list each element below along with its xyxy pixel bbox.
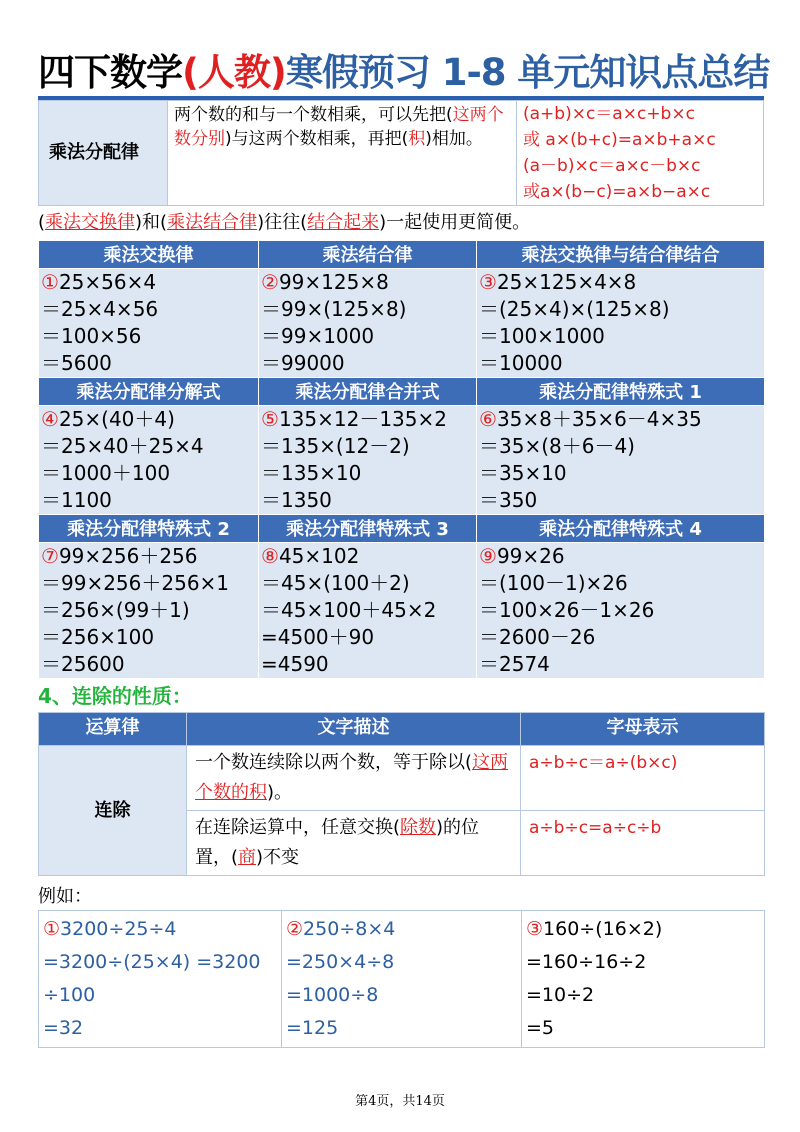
rule-name: 连除 xyxy=(39,746,187,876)
table-header: 文字描述 xyxy=(187,713,521,746)
grid-header: 乘法分配律特殊式 4 xyxy=(477,515,765,543)
calc-line: ＝10000 xyxy=(479,351,563,375)
formula-line: (a+b)×c＝a×c+b×c xyxy=(523,104,695,124)
grid-cell xyxy=(477,543,765,679)
calc-line: ＝5600 xyxy=(41,351,112,375)
formula-line: 或a×(b−c)=a×b−a×c xyxy=(523,182,711,202)
calc-line: 3200÷25÷4 xyxy=(60,918,177,940)
calc-line: ＝1350 xyxy=(261,488,332,512)
desc-text: )的位置，( xyxy=(195,817,480,868)
calc-line: ＝2600－26 xyxy=(479,625,596,649)
division-example xyxy=(282,911,522,1048)
formula-line: (a－b)×c＝a×c－b×c xyxy=(523,156,701,176)
title-part3-text: 寒假预习 1-8 单元知识点总结 xyxy=(285,51,770,94)
example-number: ⑤ xyxy=(261,407,279,431)
grid-cell xyxy=(259,269,477,378)
grid-cell xyxy=(259,406,477,515)
calc-line: ＝350 xyxy=(479,488,538,512)
grid-header: 乘法分配律特殊式 3 xyxy=(259,515,477,543)
examples-grid xyxy=(38,240,765,679)
rule-description xyxy=(187,746,521,811)
calc-line: 99×256＋256 xyxy=(58,544,198,568)
rule-formula: a÷b÷c＝a÷(b×c) xyxy=(521,746,765,811)
calc-line: ＝2574 xyxy=(479,652,550,676)
desc-text-2: )与这两个数相乘，再把( xyxy=(225,129,409,149)
calc-line: ＝35×10 xyxy=(479,461,567,485)
table-header: 字母表示 xyxy=(521,713,765,746)
note-text: )往往( xyxy=(257,212,308,233)
calc-line: ＝99000 xyxy=(261,351,345,375)
desc-text: )不变 xyxy=(256,847,300,868)
grid-cell xyxy=(477,269,765,378)
calc-line: ＝99×(125×8) xyxy=(261,297,407,321)
note-red: 乘法结合律 xyxy=(167,212,258,233)
example-number: ⑧ xyxy=(261,544,279,568)
division-example xyxy=(39,911,282,1048)
calc-line: =4500＋90 xyxy=(261,625,375,649)
note-red: 结合起来 xyxy=(307,212,380,233)
calc-line: ＝100×56 xyxy=(41,324,142,348)
calc-line: =160÷16÷2 xyxy=(526,951,647,973)
grid-header: 乘法分配律特殊式 2 xyxy=(39,515,259,543)
rule-formula: a÷b÷c=a÷c÷b xyxy=(521,811,765,876)
calc-line: ＝45×100＋45×2 xyxy=(261,598,437,622)
calc-line: =3200÷(25×4) =3200 xyxy=(43,951,261,973)
grid-header: 乘法交换律与结合律结合 xyxy=(477,241,765,269)
example-number: ② xyxy=(286,918,304,940)
combination-note xyxy=(38,208,530,234)
calc-line: ＝99×256＋256×1 xyxy=(41,571,230,595)
distributive-law-description xyxy=(168,101,517,206)
calc-line: ＝256×100 xyxy=(41,625,155,649)
calc-line: ＝256×(99＋1) xyxy=(41,598,190,622)
calc-line: =4590 xyxy=(261,652,329,676)
example-number: ③ xyxy=(479,270,497,294)
desc-text: 一个数连续除以两个数，等于除以( xyxy=(195,752,473,773)
note-red: 乘法交换律 xyxy=(45,212,136,233)
grid-cell xyxy=(477,406,765,515)
desc-text: )。 xyxy=(267,782,293,803)
grid-header: 乘法分配律特殊式 1 xyxy=(477,378,765,406)
page-footer: 第4页，共14页 xyxy=(355,1094,445,1109)
calc-line: ＝135×10 xyxy=(261,461,362,485)
grid-cell xyxy=(259,543,477,679)
calc-line: 45×102 xyxy=(278,544,360,568)
title-part2: (人教) xyxy=(182,51,286,94)
calc-line: 250÷8×4 xyxy=(303,918,396,940)
calc-line: 99×26 xyxy=(496,544,565,568)
table-header: 运算律 xyxy=(39,713,187,746)
page-title xyxy=(38,42,770,94)
desc-red: 这两个数的积 xyxy=(195,752,509,803)
note-text: ( xyxy=(38,212,46,233)
grid-cell xyxy=(39,269,259,378)
continuous-division-table xyxy=(38,712,765,876)
calc-line: =1000÷8 xyxy=(286,984,379,1006)
calc-line: ＝99×1000 xyxy=(261,324,375,348)
example-number: ③ xyxy=(526,918,544,940)
calc-line: ÷100 xyxy=(43,984,96,1006)
calc-line: ＝25600 xyxy=(41,652,125,676)
division-example xyxy=(522,911,765,1048)
calc-line: ＝35×(8＋6－4) xyxy=(479,434,635,458)
note-text: )一起使用更简便。 xyxy=(379,212,531,233)
calc-line: =32 xyxy=(43,1017,84,1039)
example-number: ① xyxy=(41,270,59,294)
desc-text-3: )相加。 xyxy=(425,129,483,149)
calc-line: ＝135×(12－2) xyxy=(261,434,410,458)
distributive-law-table xyxy=(38,100,764,206)
grid-header: 乘法分配律分解式 xyxy=(39,378,259,406)
grid-header: 乘法分配律合并式 xyxy=(259,378,477,406)
example-number: ④ xyxy=(41,407,59,431)
rule-description xyxy=(187,811,521,876)
example-number: ⑥ xyxy=(479,407,497,431)
distributive-law-name: 乘法分配律 xyxy=(39,101,168,206)
calc-line: ＝100×1000 xyxy=(479,324,605,348)
calc-line: 25×56×4 xyxy=(58,270,157,294)
example-label: 例如： xyxy=(38,886,92,907)
calc-line: ＝100×26－1×26 xyxy=(479,598,655,622)
desc-red-1: 这两个数分别 xyxy=(174,105,504,149)
calc-line: ＝25×40＋25×4 xyxy=(41,434,204,458)
calc-line: 160÷(16×2) xyxy=(543,918,663,940)
example-number: ① xyxy=(43,918,61,940)
grid-header: 乘法结合律 xyxy=(259,241,477,269)
calc-line: =5 xyxy=(526,1017,555,1039)
example-number: ⑨ xyxy=(479,544,497,568)
note-text: )和( xyxy=(135,212,168,233)
distributive-law-formulas xyxy=(517,101,764,206)
title-part3 xyxy=(286,51,770,94)
desc-text-1: 两个数的和与一个数相乘，可以先把( xyxy=(174,105,453,125)
calc-line: =125 xyxy=(286,1017,339,1039)
calc-line: 25×125×4×8 xyxy=(496,270,637,294)
calc-line: 35×8＋35×6－4×35 xyxy=(496,407,702,431)
calc-line: 135×12－135×2 xyxy=(278,407,447,431)
example-number: ⑦ xyxy=(41,544,59,568)
section-4-heading: 4、连除的性质： xyxy=(38,684,192,708)
calc-line: ＝(25×4)×(125×8) xyxy=(479,297,670,321)
calc-line: =10÷2 xyxy=(526,984,595,1006)
calc-line: ＝1000＋100 xyxy=(41,461,171,485)
calc-line: ＝1100 xyxy=(41,488,112,512)
calc-line: ＝45×(100＋2) xyxy=(261,571,410,595)
division-examples-table xyxy=(38,910,765,1048)
desc-red: 除数 xyxy=(400,817,437,838)
desc-red-2: 积 xyxy=(408,129,426,149)
calc-line: 25×(40＋4) xyxy=(58,407,175,431)
calc-line: =250×4÷8 xyxy=(286,951,395,973)
calc-line: ＝(100－1)×26 xyxy=(479,571,628,595)
example-number: ② xyxy=(261,270,279,294)
desc-text: 在连除运算中，任意交换( xyxy=(195,817,401,838)
formula-line: 或 a×(b+c)=a×b+a×c xyxy=(523,130,716,150)
calc-line: ＝25×4×56 xyxy=(41,297,159,321)
calc-line: 99×125×8 xyxy=(278,270,389,294)
title-part1: 四下数学 xyxy=(38,51,182,94)
desc-red: 商 xyxy=(238,847,257,868)
grid-cell xyxy=(39,543,259,679)
grid-cell xyxy=(39,406,259,515)
grid-header: 乘法交换律 xyxy=(39,241,259,269)
